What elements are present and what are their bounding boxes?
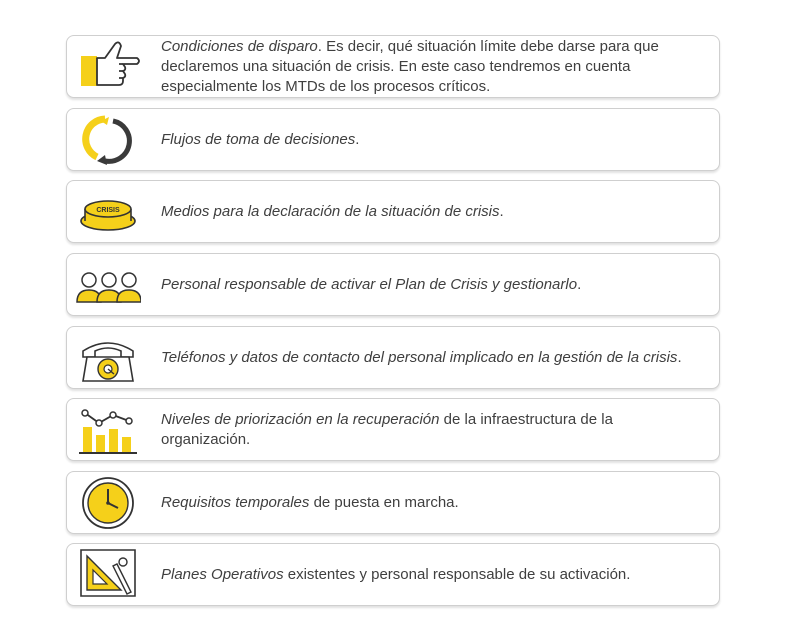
item-text: Requisitos temporales de puesta en marcha. bbox=[161, 493, 459, 511]
item-text: Flujos de toma de decisiones. bbox=[161, 130, 360, 148]
crisis-button-icon bbox=[75, 183, 141, 241]
telephone-icon bbox=[75, 329, 141, 387]
list-item bbox=[66, 35, 720, 98]
item-text: Medios para la declaración de la situación de crisis. bbox=[161, 202, 504, 220]
list-item bbox=[66, 326, 720, 389]
item-text: Teléfonos y datos de contacto del personal implicado en la gestión de la crisis. bbox=[161, 348, 682, 366]
list-item bbox=[66, 253, 720, 316]
list-item bbox=[66, 471, 720, 534]
blueprint-ruler-icon bbox=[75, 546, 141, 604]
list-item bbox=[66, 543, 720, 606]
item-text: Condiciones de disparo. Es decir, qué situación límite debe darse para que declaremos una situación de crisis. En este caso tendremos en cuenta especialmente los MTDs de los procesos críticos. bbox=[161, 37, 659, 95]
list-item bbox=[66, 398, 720, 461]
clock-icon bbox=[75, 474, 141, 532]
list-item bbox=[66, 108, 720, 171]
cycle-arrows-icon bbox=[75, 111, 141, 169]
item-text: Niveles de priorización en la recuperación de la infraestructura de la organización. bbox=[161, 410, 613, 448]
svg-text:CRISIS: CRISIS bbox=[96, 206, 120, 214]
list-item bbox=[66, 180, 720, 243]
bar-line-chart-icon bbox=[75, 401, 141, 459]
people-group-icon bbox=[75, 256, 141, 314]
item-text: Planes Operativos existentes y personal responsable de su activación. bbox=[161, 565, 631, 583]
item-text: Personal responsable de activar el Plan de Crisis y gestionarlo. bbox=[161, 275, 582, 293]
pointing-hand-icon bbox=[75, 38, 141, 96]
